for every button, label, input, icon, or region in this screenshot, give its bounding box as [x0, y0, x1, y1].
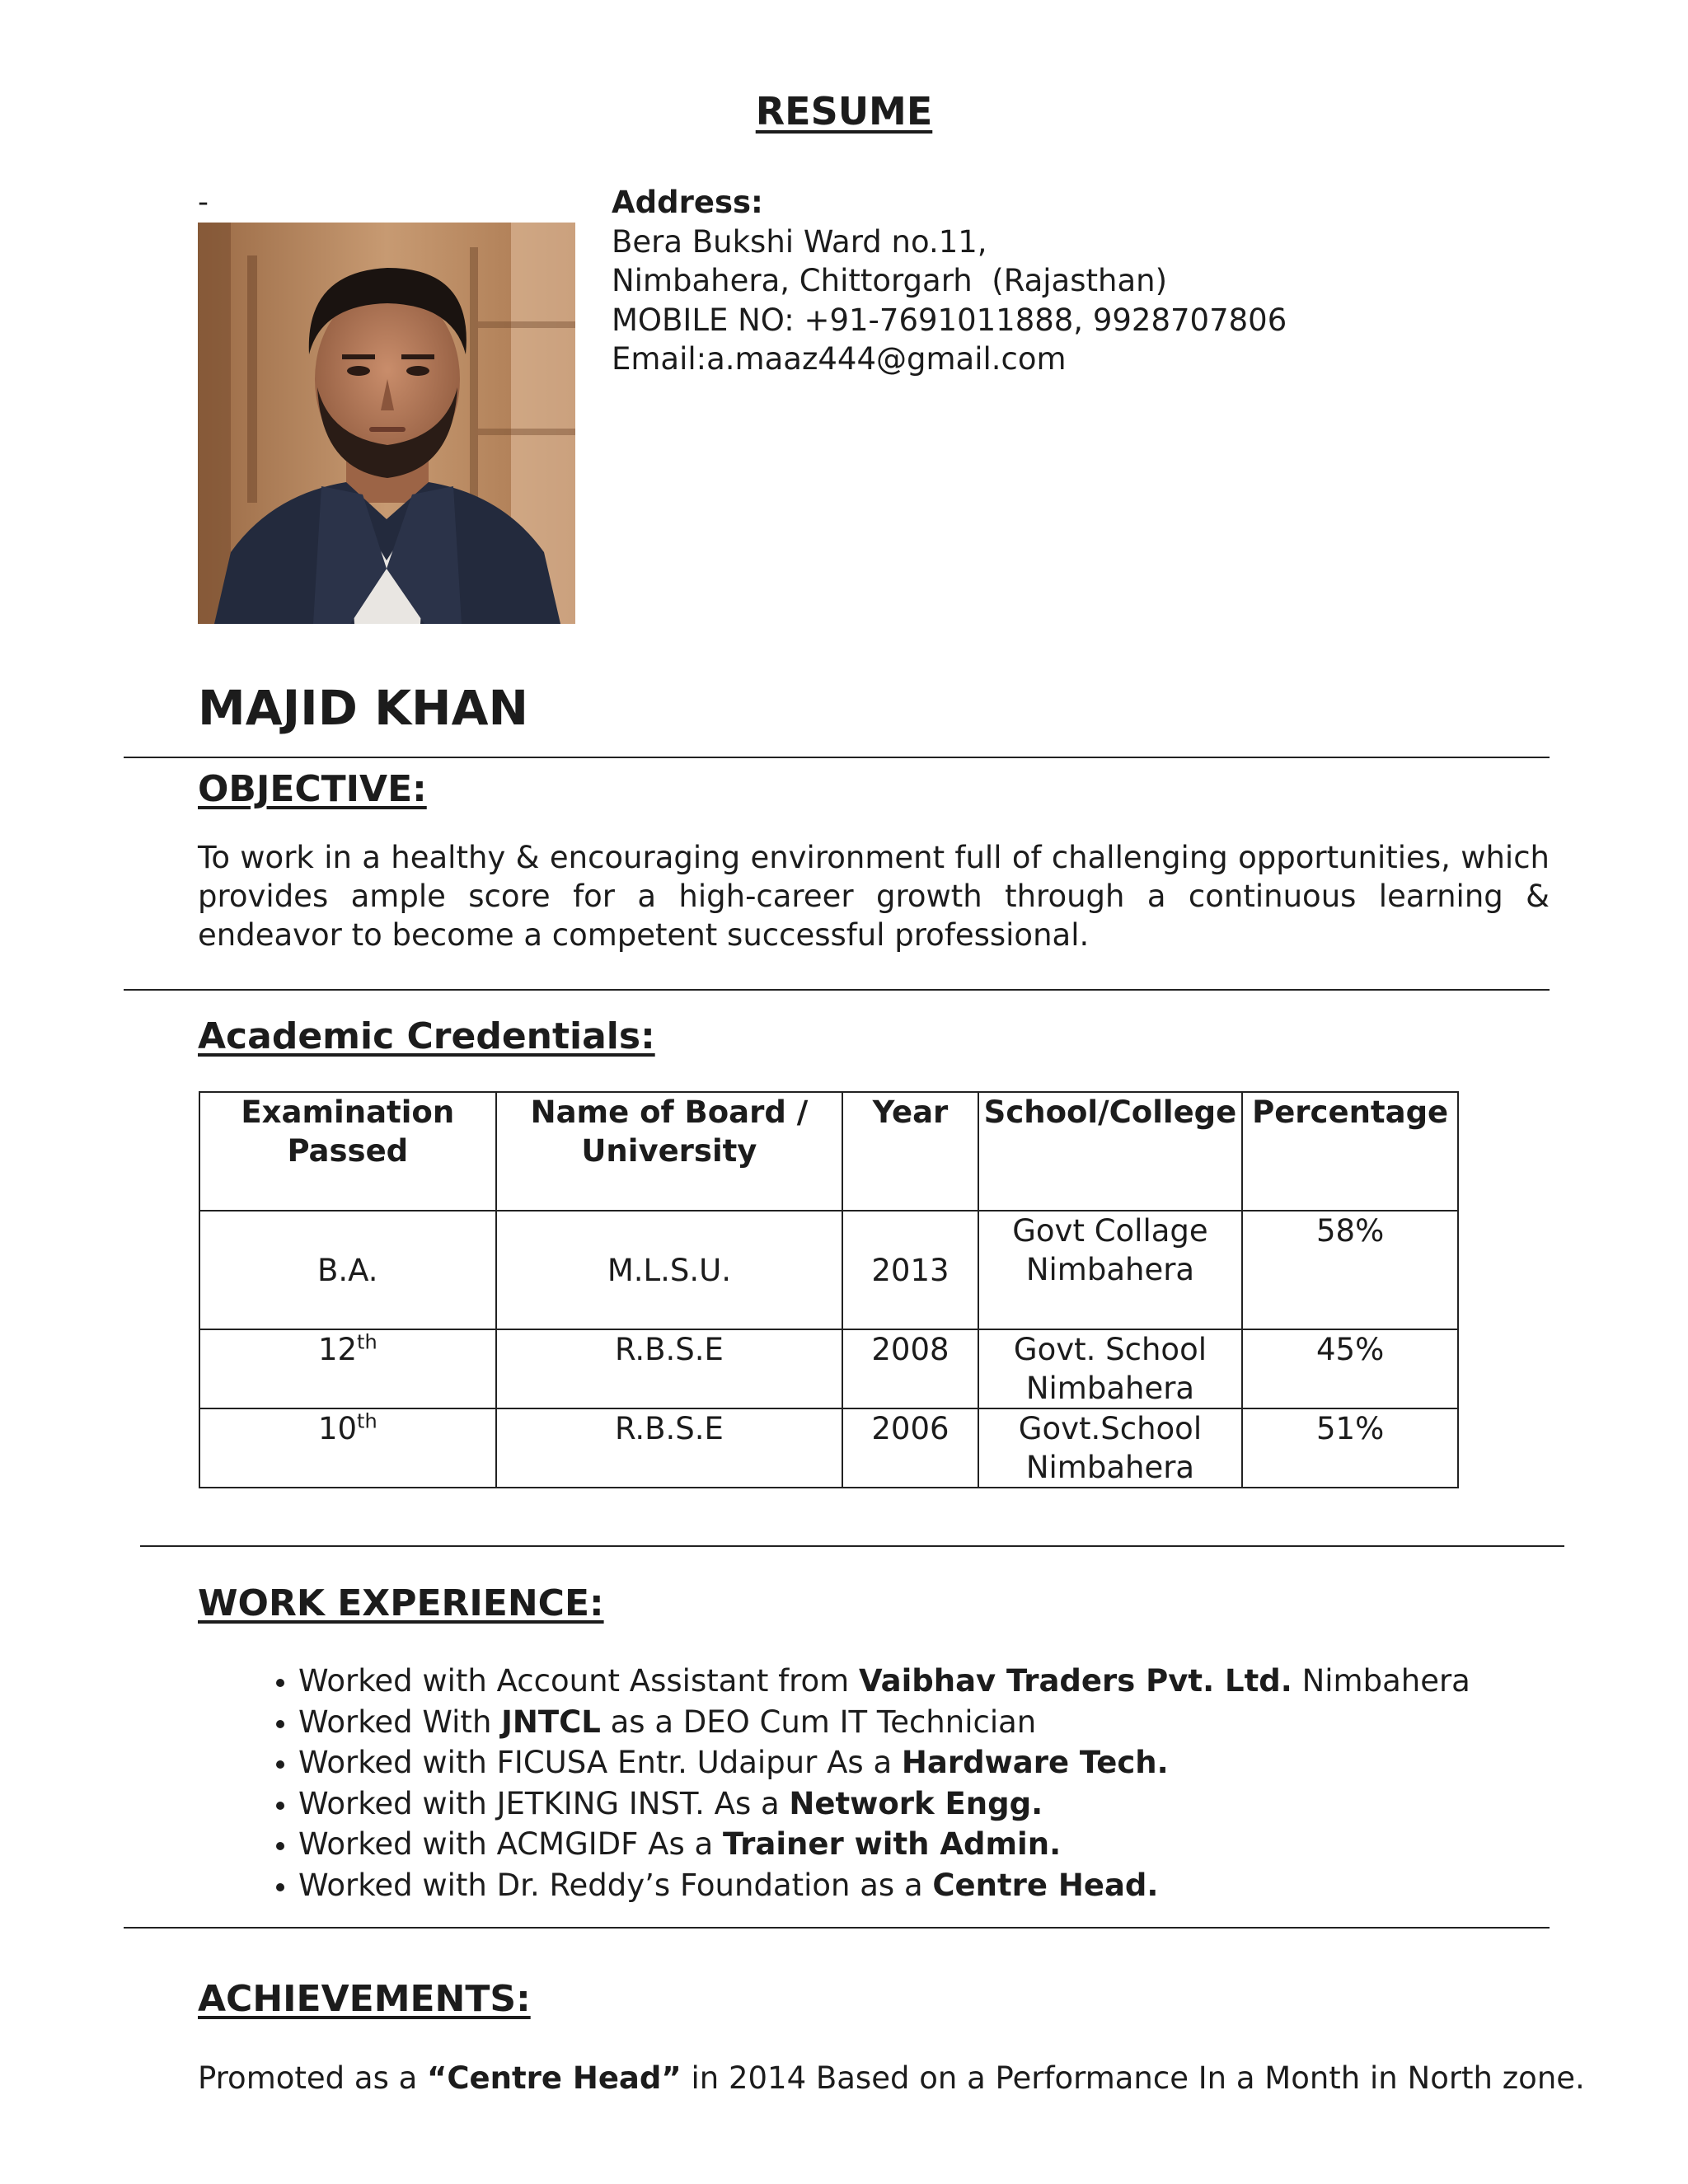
objective-heading: OBJECTIVE: — [198, 768, 427, 810]
cell-school: Govt. School Nimbahera — [978, 1329, 1243, 1408]
address-line-1: Bera Bukshi Ward no.11, — [612, 223, 987, 260]
table-row — [199, 1329, 1458, 1408]
divider — [140, 1545, 1564, 1547]
list-item: • Worked with Account Assistant from Vaibhav Traders Pvt. Ltd. Nimbahera — [298, 1661, 1470, 1702]
table-row — [199, 1408, 1458, 1488]
address-line-2: Nimbahera, Chittorgarh (Rajasthan) — [612, 263, 1168, 298]
table-header-row — [199, 1092, 1458, 1211]
cell-board: R.B.S.E — [496, 1329, 843, 1408]
mobile-number: MOBILE NO: +91-7691011888, 9928707806 — [612, 302, 1287, 338]
work-heading: WORK EXPERIENCE: — [198, 1582, 604, 1624]
address-heading: Address: — [612, 185, 763, 220]
divider — [124, 757, 1550, 758]
col-header-percentage: Percentage — [1242, 1092, 1458, 1211]
list-item: • Worked with JETKING INST. As a Network Engg. — [298, 1783, 1470, 1825]
col-header-school: School/College — [978, 1092, 1243, 1211]
cell-school: Govt.School Nimbahera — [978, 1408, 1243, 1488]
objective-text: To work in a healthy & encouraging environment full of challenging opportunities, which provides ample score for a high-career growth through a continuous learning & endeavor to become a competent successful professional. — [198, 840, 1550, 953]
work-list — [198, 1661, 1470, 1905]
cell-percentage: 45% — [1242, 1329, 1458, 1408]
resume-title: RESUME — [755, 89, 933, 134]
divider — [124, 989, 1550, 991]
cell-exam: 10th — [199, 1408, 496, 1488]
academic-heading: Academic Credentials: — [198, 1015, 655, 1057]
cell-exam: 12th — [199, 1329, 496, 1408]
exam-superscript: th — [357, 1330, 377, 1354]
cell-board: M.L.S.U. — [496, 1211, 843, 1329]
cell-board: R.B.S.E — [496, 1408, 843, 1488]
cell-year: 2006 — [842, 1408, 978, 1488]
table-row — [199, 1211, 1458, 1329]
academic-table — [199, 1091, 1459, 1488]
email-address: Email:a.maaz444@gmail.com — [612, 341, 1067, 377]
divider — [124, 1927, 1550, 1929]
dash-mark: - — [198, 185, 209, 219]
col-header-year: Year — [842, 1092, 978, 1211]
col-header-examination: Examination Passed — [199, 1092, 496, 1211]
list-item: • Worked with ACMGIDF As a Trainer with Admin. — [298, 1824, 1470, 1865]
profile-photo — [198, 223, 575, 624]
cell-year: 2008 — [842, 1329, 978, 1408]
cell-percentage: 51% — [1242, 1408, 1458, 1488]
achievements-heading: ACHIEVEMENTS: — [198, 1978, 531, 2020]
list-item: • Worked with Dr. Reddy’s Foundation as a Centre Head. — [298, 1865, 1470, 1906]
list-item: • Worked With JNTCL as a DEO Cum IT Technician — [298, 1702, 1470, 1743]
profile-photo-image — [198, 223, 575, 624]
list-item: • Worked with FICUSA Entr. Udaipur As a Hardware Tech. — [298, 1742, 1470, 1783]
cell-percentage: 58% — [1242, 1211, 1458, 1329]
exam-superscript: th — [357, 1409, 377, 1433]
achievement-text: Promoted as a “Centre Head” in 2014 Based on a Performance In a Month in North zone. — [198, 2060, 1585, 2096]
cell-year: 2013 — [842, 1211, 978, 1329]
col-header-board: Name of Board / University — [496, 1092, 843, 1211]
candidate-name: MAJID KHAN — [198, 680, 529, 736]
cell-exam: B.A. — [199, 1211, 496, 1329]
contact-block — [612, 183, 1287, 379]
cell-school: Govt Collage Nimbahera — [978, 1211, 1243, 1329]
